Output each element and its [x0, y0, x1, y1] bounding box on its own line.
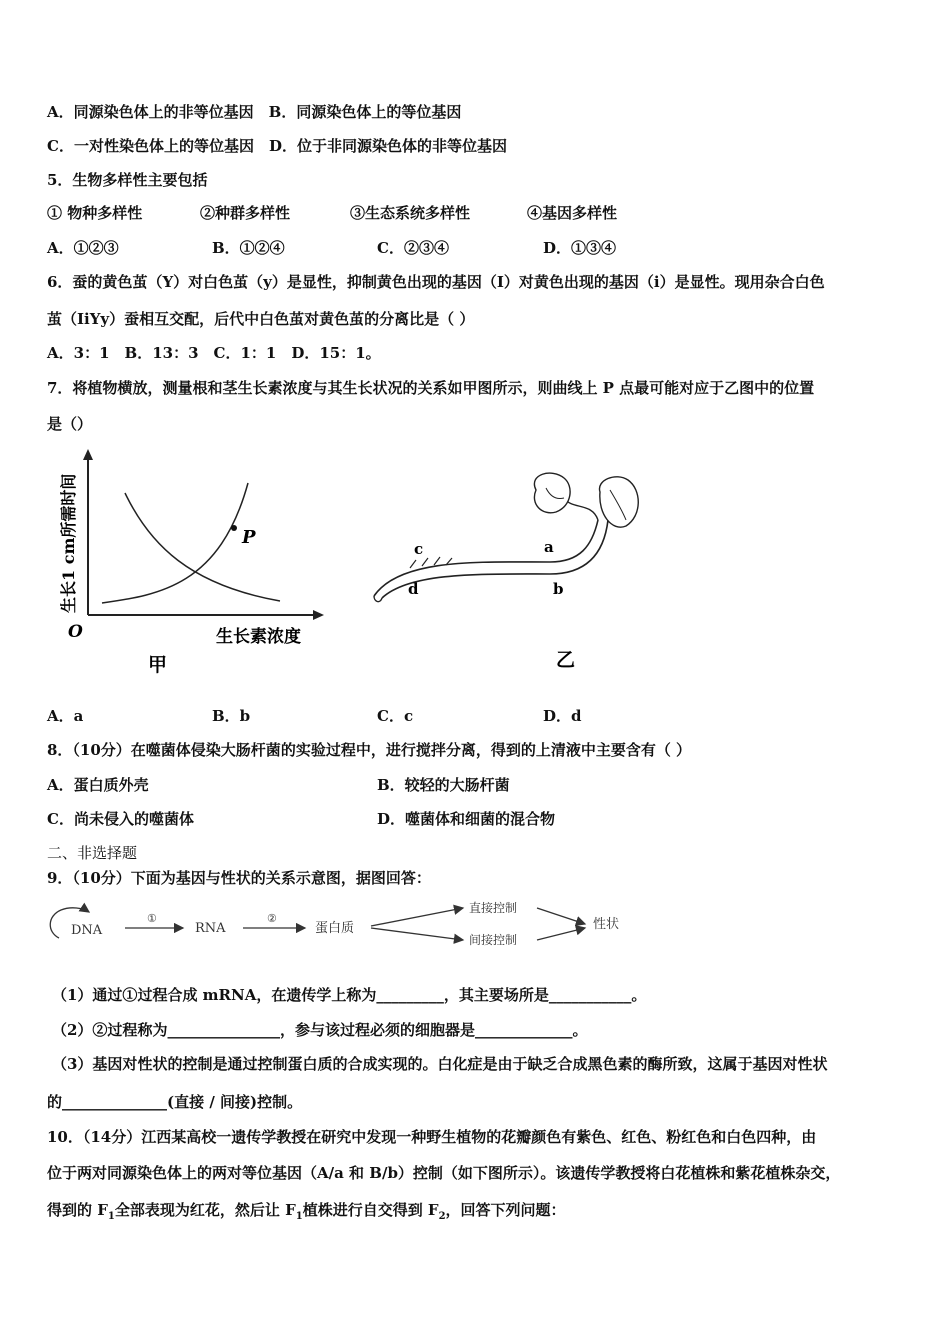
- jia-x-label: 生长素浓度: [216, 627, 301, 647]
- indirect-arrow-out: [537, 928, 585, 940]
- yi-petiole-left: [564, 498, 598, 520]
- q8-option-b: B．较轻的大肠杆菌: [377, 776, 510, 794]
- yi-label-b: b: [553, 580, 564, 598]
- yi-root-hair: [410, 560, 416, 568]
- q6-stem-line1: 6．蚕的黄色茧（Y）对白色茧（y）是显性，抑制黄色出现的基因（I）对黄色出现的基因（i）是显性。现用杂合白色: [47, 273, 825, 291]
- yi-caption: 乙: [556, 649, 576, 671]
- figure-yi: [360, 470, 660, 680]
- q8-option-c: C．尚未侵入的噬菌体: [47, 810, 194, 828]
- jia-caption: 甲: [148, 654, 168, 676]
- q10-line3-part: 得到的 F: [47, 1201, 108, 1219]
- direct-arrow-out: [537, 908, 585, 924]
- q4-options-row1: A．同源染色体上的非等位基因 B．同源染色体上的等位基因: [47, 103, 462, 121]
- q7-option-d: D．d: [543, 707, 582, 725]
- q10-line3-part: 植株进行自交得到 F: [302, 1201, 439, 1219]
- diagram-step2: ②: [267, 912, 277, 925]
- figure-jia: [40, 445, 340, 685]
- yi-label-d: d: [408, 580, 419, 598]
- q5-stem: 5．生物多样性主要包括: [47, 171, 208, 189]
- q6-stem-line2: 茧（IiYy）蚕相互交配，后代中白色茧对黄色茧的分离比是（ ）: [47, 310, 475, 328]
- jia-origin-label: O: [68, 622, 83, 642]
- section-heading: 二、非选择题: [47, 844, 138, 862]
- yi-leaf-right: [599, 477, 638, 527]
- jia-curve-increasing: [102, 483, 248, 603]
- q10-line3: [47, 1200, 566, 1227]
- jia-point-p: [231, 525, 237, 531]
- q5-option-d: D．①③④: [543, 239, 617, 257]
- diagram-direct: 直接控制: [469, 901, 518, 915]
- q9-sub2: （2）②过程称为_______________，参与该过程必须的细胞器是_____________。: [52, 1021, 588, 1039]
- indirect-arrow-in: [371, 928, 463, 940]
- q9-sub1: （1）通过①过程合成 mRNA，在遗传学上称为_________，其主要场所是___________。: [52, 986, 647, 1004]
- q5-option-a: A．①②③: [47, 239, 119, 257]
- q10-line3-part: ，回答下列问题：: [445, 1201, 566, 1219]
- yi-root-hair: [422, 558, 428, 566]
- diagram-step1: ①: [147, 912, 157, 925]
- q5-item-2: ②种群多样性: [200, 204, 291, 222]
- direct-arrow-in: [371, 908, 463, 926]
- q8-stem: 8．（10分）在噬菌体侵染大肠杆菌的实验过程中，进行搅拌分离，得到的上清液中主要含有（ ）: [47, 741, 692, 759]
- q8-option-a: A．蛋白质外壳: [47, 776, 149, 794]
- q5-item-1: ① 物种多样性: [47, 204, 143, 222]
- subscript: 1: [107, 1211, 115, 1222]
- q4-options-row2: C．一对性染色体上的等位基因 D．位于非同源染色体的非等位基因: [47, 137, 507, 155]
- q5-item-4: ④基因多样性: [527, 204, 618, 222]
- jia-x-arrow: [313, 610, 324, 620]
- diagram-trait: 性状: [593, 917, 620, 932]
- jia-curve-decreasing: [125, 493, 280, 601]
- q7-option-b: B．b: [212, 707, 251, 725]
- subscript: 1: [295, 1211, 303, 1222]
- q9-stem: 9．（10分）下面为基因与性状的关系示意图，据图回答：: [47, 869, 431, 887]
- yi-root-hair: [434, 557, 440, 565]
- q9-sub3-line1: （3）基因对性状的控制是通过控制蛋白质的合成实现的。白化症是由于缺乏合成黑色素的酶所致，这属于基因对性状: [52, 1055, 828, 1073]
- q8-option-d: D．噬菌体和细菌的混合物: [377, 810, 556, 828]
- q7-option-c: C．c: [377, 707, 414, 725]
- yi-label-a: a: [544, 538, 554, 556]
- q5-option-c: C．②③④: [377, 239, 449, 257]
- diagram-indirect: 间接控制: [469, 933, 518, 947]
- yi-leaf-left: [534, 473, 570, 513]
- q5-option-b: B．①②④: [212, 239, 285, 257]
- q7-stem-line2: 是（）: [47, 415, 93, 433]
- q10-line2: 位于两对同源染色体上的两对等位基因（A/a 和 B/b）控制（如下图所示）。该遗传学教授将白花植株和紫花植株杂交，: [47, 1164, 841, 1182]
- q10-line3-part: 全部表现为红花，然后让 F: [114, 1201, 296, 1219]
- q7-stem-line1: 7．将植物横放，测量根和茎生长素浓度与其生长状况的关系如甲图所示，则曲线上 P 点最可能对应于乙图中的位置: [47, 379, 815, 397]
- q7-option-a: A．a: [47, 707, 84, 725]
- diagram-dna: DNA: [71, 923, 103, 938]
- diagram-rna: RNA: [195, 921, 226, 936]
- diagram-protein: 蛋白质: [315, 921, 355, 936]
- q10-line1: 10．（14分）江西某高校一遗传学教授在研究中发现一种野生植物的花瓣颜色有紫色、红色、粉红色和白色四种，由: [47, 1128, 817, 1146]
- jia-y-label: 生长1 cm所需时间: [59, 473, 78, 613]
- subscript: 2: [438, 1211, 446, 1222]
- yi-label-c: c: [414, 540, 424, 558]
- q9-sub3-line2: 的______________(直接 / 间接)控制。: [47, 1093, 303, 1111]
- q9-diagram: [45, 898, 645, 954]
- q5-item-3: ③生态系统多样性: [350, 204, 471, 222]
- jia-y-arrow: [83, 449, 93, 460]
- yi-root-tip: [374, 596, 382, 602]
- jia-point-label: P: [242, 527, 256, 548]
- q6-options: A．3：1 B．13：3 C．1：1 D．15：1。: [47, 344, 381, 362]
